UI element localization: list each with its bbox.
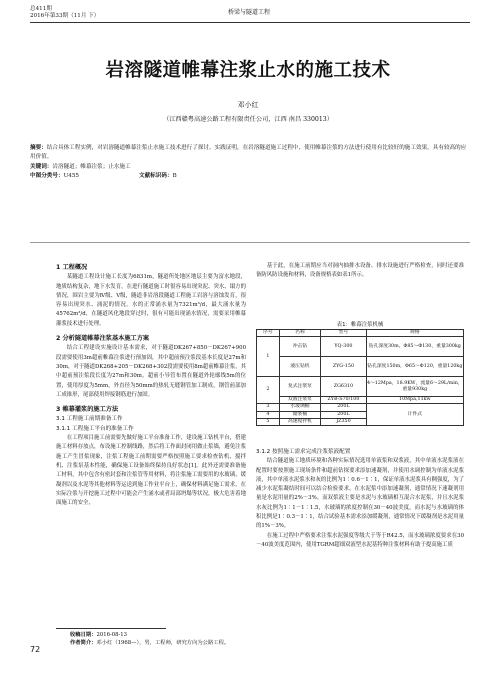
table-cell: 高速搅拌机: [279, 418, 320, 425]
issue-info: [30, 6, 99, 20]
abstract-divider: [30, 242, 470, 243]
section-3-1-1-heading: 3.1.1 工程施工平台的准备工作: [56, 425, 134, 432]
table-cell: ZG6310: [321, 377, 367, 397]
section-name: 桥梁与隧道工程: [228, 9, 271, 16]
right-column-bottom: [256, 448, 464, 550]
right-column-top: [256, 262, 464, 281]
section-3-heading: 3 帷幕灌浆的施工方法: [56, 406, 119, 414]
table-caption: 表1：帷幕注浆机械: [336, 322, 384, 328]
footnote-rule: [56, 628, 166, 629]
table-row: [257, 404, 464, 411]
received-date: [70, 631, 229, 639]
table-row: [257, 357, 464, 377]
abstract: [30, 144, 470, 163]
table-cell: 复式注浆泵: [279, 377, 320, 397]
table-header-cell: 规格: [366, 330, 463, 337]
left-column: [56, 258, 246, 508]
table-row: [257, 397, 464, 404]
table-header-cell: 名称: [279, 330, 320, 337]
issue-date: 2016年第33期（11月 下）: [30, 13, 100, 19]
abstract-text: 结合具体工程实例，对岩溶隧道帷幕注浆止水施工技术进行了探讨。实践证明，在岩溶隧道施工过程中，使用帷幕注浆的方法进行使用有比较好的施工效果，具有较高的应用价值。: [30, 145, 467, 161]
clc-label: 中图分类号：: [30, 173, 64, 180]
keywords-label: 关键词：: [30, 163, 53, 170]
page-number: 72: [30, 645, 41, 654]
section-1-body: 某隧道工程设计施工长度为6831m，隧道所处地区地层主要为富水地段，地质结构复杂，地下水发育，在进行隧道施工时很容易出现突泥、突水、塌方的情况，围岩主要为Ⅳ级、Ⅴ级，隧道非岩溶段隧道工程施工岩溶与溶蚀发育，很容易出现突水、涌泥的情况。水的正常涌水量为7321m³/d，最大涌水量为45762m³/d，在隧道风化地段穿过时，很有可能出现涌水情况，需要采用帷幕灌浆技术进行处理。: [56, 274, 246, 327]
table-cell: 水玻璃桶: [279, 404, 320, 411]
table-cell: 10Mpa,11kw: [366, 397, 463, 404]
table-header-cell: 序号: [257, 330, 280, 337]
table-cell: 4～12Mpa，18.9KW，流量6～29L/min，重量930kg: [366, 377, 463, 397]
author-bio: [70, 639, 229, 647]
section-3-1-2-body-cont: 在施工过程中严格要求注浆水泥强度等级大于等于R42.5，而水玻璃浓度要求在30－40波美度范围内，使用TGRM超细双液型水泥基特种注浆材料有助于提高施工质: [256, 532, 464, 548]
section-3-1-1-body: 在工程项目施工前需要先做好施工平台准备工作，建设施工钻机平台，搭建施工材料存放点，布设施工控制线路，然后将工作面封闭用做止浆墙，避免注浆施工产生冒浆现象，注浆工程施工前期需要严格按照施工要求检查钻机、搅拌机、注浆泵基本性能，确保施工设备始终保持良好状态[1]。此外还需要准备施工材料，其中包含有密封套和注浆管等用材料，将注浆施工需要用的水玻璃、缓凝剂以及水泥等其他材料等运送到施工作业平台上，确保材料满足施工需求。在实际注浆与开挖施工过程中可能会产生涌水或者局部坍塌等状况，极大危害着地面施工的安全，: [56, 435, 246, 507]
table-cell: 1: [257, 337, 280, 377]
classification: [30, 172, 470, 181]
table-cell: ZYB-S70/100: [321, 397, 367, 404]
table-row: [257, 377, 464, 397]
table-row: [257, 337, 464, 357]
table-cell: 冲击钻: [279, 337, 320, 357]
abstract-label: 摘要：: [30, 145, 47, 151]
section-3-1-2-heading: 3.1.2 按照施工需求完成注浆浆液配置: [256, 449, 351, 455]
table-cell: 钻孔深度150m，Φ65～Φ120，重量120kg: [366, 357, 463, 377]
section-3-1-2-body: 结合隧道施工地质环境和各种实际情况选用单液浆和双浆液，其中单液水泥浆液在配置时要按照施工现场条件和超前钻探要求添加速凝剂，并使用水调控制为单液水泥浆液，其中单液水泥浆水和灰的比例为1∶0.6－1∶1，保证单液水泥浆具有稠强度，为了减少水泥浆凝结时间可以结合检验要求，在水泥浆中添加速凝剂，通常情况下速凝剂用量是水泥用量的2%－3%。而双浆液主要是水泥与水玻璃相互混合水泥浆，并且水泥浆水灰比例为1∶1－1∶1.5，水玻璃的浓度控制在30－40波美度，而水泥与水玻璃的体积比例是1∶0.3－1∶1，结合试验基本需求添加缓凝剂，通常情况下缓凝剂是水泥用量的1%－3%。: [256, 458, 464, 530]
table-cell: 200L: [321, 404, 367, 411]
table-cell: 200L: [321, 411, 367, 418]
received-value: 2016-08-13: [96, 632, 128, 638]
table-cell: ZYG-150: [321, 357, 367, 377]
keywords-text: 岩溶隧道；帷幕注浆；止水施工: [52, 163, 131, 170]
abstract-block: [30, 144, 470, 182]
table-cell: JZ350: [321, 418, 367, 425]
section-3-1-heading: 3.1 工程施工前期准备工作: [56, 416, 123, 423]
right-intro-text: 基于此，在施工前期应当对洞内抽排水设备、排水设施进行严格检查，同时还要准备防风防设施和材料，设备规格表如表1所示。: [256, 263, 464, 279]
table-cell: 双液注浆泵: [279, 397, 320, 404]
table-cell: 5: [257, 418, 280, 425]
table-cell: 储浆桶: [279, 411, 320, 418]
table-cell: 钻孔深度30m，Φ85～Φ130，重量300kg: [366, 337, 463, 357]
table-cell-merged: 计件式: [366, 404, 463, 426]
table-cell: 2: [257, 377, 280, 404]
author-bio-label: 作者简介：: [70, 640, 97, 646]
doc-code-label: 文献标识码：: [138, 173, 173, 180]
received-label: 收稿日期：: [70, 632, 97, 638]
table-cell: 3: [257, 404, 280, 411]
section-2-heading: 2 分析隧道帷幕注浆基本施工方案: [56, 335, 150, 343]
clc-value: U455: [63, 173, 79, 180]
author-affiliation: （江西赣粤高速公路工程有限责任公司，江西 南昌 330013）: [163, 116, 333, 123]
table-header-row: [257, 330, 464, 337]
header-rule: [30, 22, 470, 23]
author-name: 邓小红: [237, 101, 259, 109]
table-cell: 液压钻机: [279, 357, 320, 377]
table-header-cell: 型号: [321, 330, 367, 337]
footnote: [70, 631, 229, 647]
author-bio-text: 邓小红（1968—），男，工程师，研究方向为公路工程。: [96, 640, 230, 646]
section-1-heading: 1 工程概况: [56, 264, 88, 271]
keywords: [30, 163, 470, 172]
section-2-body: 结合工程建设实施设计基本需求，对于隧道DK267+850－DK267+900段需要使用3m超前帷幕注浆进行预加固，其中超前预注浆段基本长度是27m和30m，对于隧道DK268+205－DK268+302段需要使用8m超前帷幕注浆，其中超前预注浆段长度为27m和30m，超前小导管布置在隧道外轮廓线5m的位置，使用厚度为5mm，外直径为50mm的热轧无缝钢管加工制成，钢管前部加工成锥形，尾部使用焊接钢筋进行加固。: [56, 345, 246, 398]
equipment-table: [256, 329, 464, 426]
issue-number: 总411期: [30, 6, 52, 12]
doc-code-value: B: [172, 173, 177, 180]
table-cell: 4: [257, 411, 280, 418]
paper-title: 岩溶隧道帷幕注浆止水的施工技术: [105, 60, 391, 81]
table-cell: YQ-300: [321, 337, 367, 357]
